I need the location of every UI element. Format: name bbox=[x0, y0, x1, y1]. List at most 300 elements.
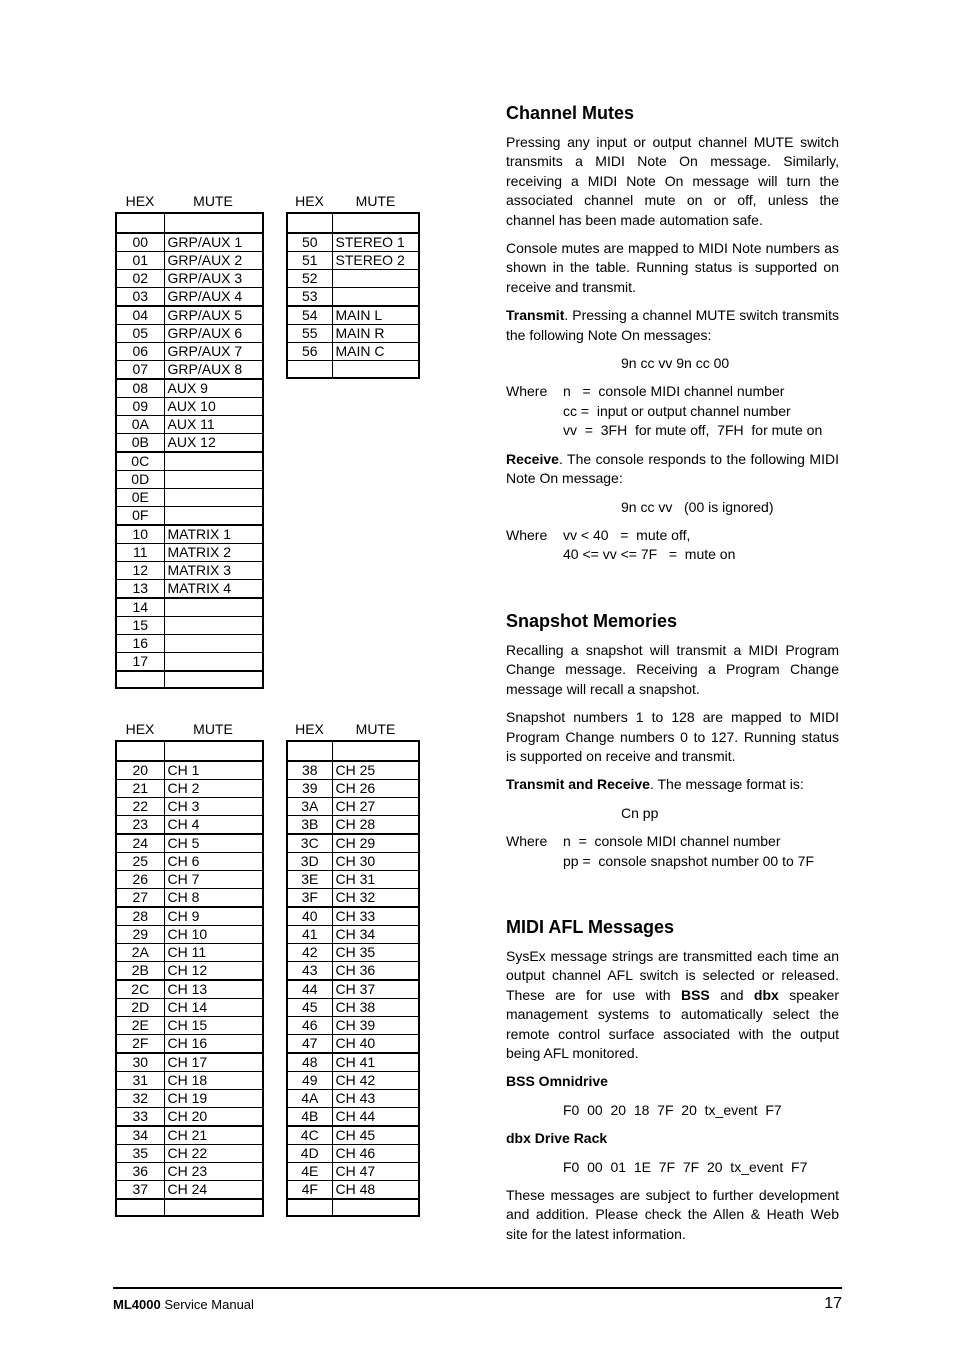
hex-cell: 47 bbox=[287, 1035, 332, 1054]
hex-header: HEX bbox=[125, 721, 155, 737]
mute-name-cell: STEREO 2 bbox=[332, 252, 419, 270]
hex-cell: 3D bbox=[287, 853, 332, 871]
hex-cell: 45 bbox=[287, 999, 332, 1017]
table-row bbox=[287, 325, 419, 343]
paragraph: Snapshot numbers 1 to 128 are mapped to MIDI Program Change numbers 0 to 127. Running status is supported on receive and transmit. bbox=[506, 709, 839, 765]
mute-name-cell: CH 26 bbox=[332, 780, 419, 798]
table-row bbox=[287, 889, 419, 908]
mute-name-cell: MAIN C bbox=[332, 343, 419, 361]
hex-cell bbox=[287, 213, 332, 233]
receive-paragraph: Receive. The console responds to the following MIDI Note On message: bbox=[506, 450, 839, 487]
hex-cell: 42 bbox=[287, 944, 332, 962]
table-row bbox=[116, 434, 263, 453]
table-row bbox=[287, 907, 419, 926]
transmit-receive-paragraph: Transmit and Receive. The message format is: bbox=[506, 776, 804, 793]
mute-name-cell: CH 28 bbox=[332, 816, 419, 835]
mute-table-channels-1-24 bbox=[115, 740, 264, 1217]
mute-name-cell: CH 10 bbox=[164, 926, 263, 944]
table-row bbox=[116, 889, 263, 908]
table-row bbox=[116, 233, 263, 252]
table-row bbox=[287, 871, 419, 889]
table-row bbox=[287, 761, 419, 780]
paragraph: Recalling a snapshot will transmit a MIDI Program Change message. Receiving a Program Change message will recall a snapshot. bbox=[506, 642, 839, 697]
table-row bbox=[116, 379, 263, 398]
hex-cell: 4D bbox=[287, 1145, 332, 1163]
hex-cell: 01 bbox=[116, 252, 164, 270]
mute-name-cell: CH 16 bbox=[164, 1035, 263, 1054]
hex-cell: 13 bbox=[116, 580, 164, 599]
mute-name-cell bbox=[164, 598, 263, 617]
table-row bbox=[116, 343, 263, 361]
table-row bbox=[116, 871, 263, 889]
table-row bbox=[287, 741, 419, 761]
hex-header: HEX bbox=[125, 193, 155, 209]
table-row bbox=[287, 343, 419, 361]
mute-name-cell: MATRIX 2 bbox=[164, 544, 263, 562]
section-title: MIDI AFL Messages bbox=[506, 917, 675, 937]
mute-name-cell bbox=[164, 452, 263, 471]
hex-cell: 26 bbox=[116, 871, 164, 889]
mute-name-cell: CH 18 bbox=[164, 1072, 263, 1090]
mute-name-cell: CH 1 bbox=[164, 761, 263, 780]
table-row bbox=[116, 617, 263, 635]
hex-cell: 3F bbox=[287, 889, 332, 908]
bss-title: BSS Omnidrive bbox=[506, 1073, 608, 1090]
table-row bbox=[116, 580, 263, 599]
hex-cell bbox=[116, 1199, 164, 1216]
table-row bbox=[287, 853, 419, 871]
hex-cell: 3E bbox=[287, 871, 332, 889]
hex-cell: 22 bbox=[116, 798, 164, 816]
table-row bbox=[116, 816, 263, 835]
page-number: 17 bbox=[824, 1295, 842, 1312]
table-row bbox=[116, 671, 263, 688]
mute-name-cell: CH 39 bbox=[332, 1017, 419, 1035]
hex-cell: 34 bbox=[116, 1126, 164, 1145]
mute-name-cell: GRP/AUX 7 bbox=[164, 343, 263, 361]
hex-cell: 53 bbox=[287, 288, 332, 307]
hex-cell: 4E bbox=[287, 1163, 332, 1181]
hex-cell: 2E bbox=[116, 1017, 164, 1035]
mute-header: MUTE bbox=[193, 721, 233, 737]
hex-cell bbox=[116, 213, 164, 233]
hex-cell: 03 bbox=[116, 288, 164, 307]
mute-name-cell: MATRIX 1 bbox=[164, 525, 263, 544]
mute-name-cell bbox=[332, 288, 419, 307]
table-row bbox=[287, 252, 419, 270]
hex-cell: 23 bbox=[116, 816, 164, 835]
mute-name-cell: MAIN L bbox=[332, 306, 419, 325]
mute-name-cell: CH 3 bbox=[164, 798, 263, 816]
mute-name-cell: CH 32 bbox=[332, 889, 419, 908]
mute-name-cell: CH 6 bbox=[164, 853, 263, 871]
mute-name-cell: CH 45 bbox=[332, 1126, 419, 1145]
mute-name-cell bbox=[164, 653, 263, 672]
receive-label: Receive bbox=[506, 450, 559, 467]
table-row bbox=[287, 1090, 419, 1108]
mute-name-cell: AUX 11 bbox=[164, 416, 263, 434]
hex-cell: 38 bbox=[287, 761, 332, 780]
table-row bbox=[287, 944, 419, 962]
hex-cell: 29 bbox=[116, 926, 164, 944]
hex-cell: 2F bbox=[116, 1035, 164, 1054]
table-row bbox=[116, 1035, 263, 1054]
table-row bbox=[287, 270, 419, 288]
hex-cell bbox=[116, 671, 164, 688]
mute-name-cell: GRP/AUX 5 bbox=[164, 306, 263, 325]
table-row bbox=[287, 980, 419, 999]
hex-cell: 52 bbox=[287, 270, 332, 288]
mute-table-channels-25-48 bbox=[286, 740, 420, 1217]
table-row bbox=[287, 1017, 419, 1035]
hex-cell: 12 bbox=[116, 562, 164, 580]
table-row bbox=[287, 926, 419, 944]
receive-code: 9n cc vv (00 is ignored) bbox=[621, 498, 774, 515]
table-row bbox=[116, 325, 263, 343]
mute-name-cell: CH 47 bbox=[332, 1163, 419, 1181]
table-row bbox=[287, 306, 419, 325]
hex-cell: 00 bbox=[116, 233, 164, 252]
mute-name-cell: GRP/AUX 2 bbox=[164, 252, 263, 270]
section-title: Snapshot Memories bbox=[506, 611, 678, 631]
mute-name-cell: MATRIX 4 bbox=[164, 580, 263, 599]
mute-name-cell: CH 14 bbox=[164, 999, 263, 1017]
mute-name-cell: CH 38 bbox=[332, 999, 419, 1017]
mute-name-cell: MATRIX 3 bbox=[164, 562, 263, 580]
mute-name-cell: CH 4 bbox=[164, 816, 263, 835]
table-row bbox=[287, 1181, 419, 1200]
table-row bbox=[116, 416, 263, 434]
table-row bbox=[116, 288, 263, 307]
hex-header: HEX bbox=[295, 193, 324, 209]
mute-name-cell: GRP/AUX 6 bbox=[164, 325, 263, 343]
table-row bbox=[116, 270, 263, 288]
paragraph: Console mutes are mapped to MIDI Note numbers as shown in the table. Running status is supported on receive and transmit. bbox=[506, 240, 839, 295]
table-row bbox=[116, 798, 263, 816]
table-header-2 bbox=[286, 192, 420, 210]
table-row bbox=[116, 361, 263, 380]
mute-name-cell bbox=[332, 741, 419, 761]
mute-name-cell: CH 17 bbox=[164, 1053, 263, 1072]
mute-name-cell: CH 35 bbox=[332, 944, 419, 962]
hex-cell: 02 bbox=[116, 270, 164, 288]
mute-name-cell: CH 36 bbox=[332, 962, 419, 981]
table-row bbox=[116, 252, 263, 270]
hex-cell: 55 bbox=[287, 325, 332, 343]
table-row bbox=[116, 1072, 263, 1090]
hex-cell: 04 bbox=[116, 306, 164, 325]
hex-cell: 49 bbox=[287, 1072, 332, 1090]
hex-cell: 3A bbox=[287, 798, 332, 816]
table-row bbox=[116, 834, 263, 853]
hex-cell bbox=[287, 1199, 332, 1216]
hex-cell: 41 bbox=[287, 926, 332, 944]
table-row bbox=[287, 780, 419, 798]
snapshot-memories-section bbox=[506, 610, 839, 871]
table-row bbox=[287, 1053, 419, 1072]
table-row bbox=[116, 1017, 263, 1035]
mute-name-cell bbox=[164, 213, 263, 233]
hex-cell: 09 bbox=[116, 398, 164, 416]
hex-cell: 43 bbox=[287, 962, 332, 981]
table-row bbox=[116, 1090, 263, 1108]
mute-header: MUTE bbox=[355, 721, 396, 737]
table-row bbox=[116, 999, 263, 1017]
hex-cell: 24 bbox=[116, 834, 164, 853]
hex-cell: 20 bbox=[116, 761, 164, 780]
hex-cell: 05 bbox=[116, 325, 164, 343]
table-row bbox=[116, 944, 263, 962]
hex-cell: 2A bbox=[116, 944, 164, 962]
mute-name-cell: CH 12 bbox=[164, 962, 263, 981]
transmit-paragraph: Transmit. Pressing a channel MUTE switch transmits the following Note On messages: bbox=[506, 307, 839, 343]
table-row bbox=[287, 834, 419, 853]
paragraph: SysEx message strings are transmitted each time an output channel AFL switch is selected or released. These are for use with BSS and dbx speaker management systems to automatically select the remote control surface associated with the output being AFL monitored. bbox=[506, 948, 840, 1062]
hex-cell: 4B bbox=[287, 1108, 332, 1127]
mute-header: MUTE bbox=[355, 193, 396, 209]
table-row bbox=[116, 306, 263, 325]
table-row bbox=[116, 780, 263, 798]
mute-name-cell: CH 37 bbox=[332, 980, 419, 999]
table-row bbox=[287, 1163, 419, 1181]
mute-name-cell: MAIN R bbox=[332, 325, 419, 343]
mute-name-cell bbox=[164, 1199, 263, 1216]
hex-cell: 25 bbox=[116, 853, 164, 871]
mute-name-cell: CH 43 bbox=[332, 1090, 419, 1108]
table-row bbox=[116, 761, 263, 780]
table-row bbox=[116, 1126, 263, 1145]
table-row bbox=[287, 1126, 419, 1145]
table-row bbox=[116, 853, 263, 871]
hex-cell: 30 bbox=[116, 1053, 164, 1072]
snapshot-code: Cn pp bbox=[621, 804, 659, 821]
mute-name-cell bbox=[332, 1199, 419, 1216]
hex-cell: 17 bbox=[116, 653, 164, 672]
hex-cell: 54 bbox=[287, 306, 332, 325]
table-row bbox=[116, 1053, 263, 1072]
hex-cell: 36 bbox=[116, 1163, 164, 1181]
table-row bbox=[116, 635, 263, 653]
mute-name-cell: CH 42 bbox=[332, 1072, 419, 1090]
mute-name-cell: CH 19 bbox=[164, 1090, 263, 1108]
table-row bbox=[116, 213, 263, 233]
hex-cell: 46 bbox=[287, 1017, 332, 1035]
table-row bbox=[287, 361, 419, 378]
mute-name-cell bbox=[164, 635, 263, 653]
mute-name-cell: GRP/AUX 1 bbox=[164, 233, 263, 252]
table-row bbox=[116, 980, 263, 999]
mute-name-cell: AUX 12 bbox=[164, 434, 263, 453]
mute-name-cell: CH 9 bbox=[164, 907, 263, 926]
hex-cell: 27 bbox=[116, 889, 164, 908]
hex-cell: 2D bbox=[116, 999, 164, 1017]
table-row bbox=[287, 816, 419, 835]
mute-name-cell: CH 20 bbox=[164, 1108, 263, 1127]
table-row bbox=[116, 507, 263, 526]
table-header-1 bbox=[115, 192, 265, 210]
mute-name-cell bbox=[332, 213, 419, 233]
table-row bbox=[116, 653, 263, 672]
table-row bbox=[287, 1108, 419, 1127]
mute-name-cell bbox=[164, 489, 263, 507]
footer-divider bbox=[113, 1287, 842, 1289]
hex-cell: 44 bbox=[287, 980, 332, 999]
hex-cell: 21 bbox=[116, 780, 164, 798]
channel-mutes-section bbox=[506, 102, 839, 565]
mute-name-cell: CH 15 bbox=[164, 1017, 263, 1035]
mute-name-cell: CH 48 bbox=[332, 1181, 419, 1200]
hex-cell: 0A bbox=[116, 416, 164, 434]
transmit-code: 9n cc vv 9n cc 00 bbox=[621, 355, 730, 372]
table-row bbox=[116, 741, 263, 761]
where-block: Where vv < 40 = mute off, 40 <= vv <= 7F = mute on bbox=[506, 526, 736, 563]
mute-name-cell bbox=[164, 471, 263, 489]
mute-name-cell: CH 21 bbox=[164, 1126, 263, 1145]
table-row bbox=[116, 1163, 263, 1181]
mute-name-cell: CH 5 bbox=[164, 834, 263, 853]
mute-name-cell: CH 41 bbox=[332, 1053, 419, 1072]
table-row bbox=[116, 544, 263, 562]
mute-name-cell: CH 13 bbox=[164, 980, 263, 999]
table-row bbox=[287, 213, 419, 233]
hex-cell: 48 bbox=[287, 1053, 332, 1072]
mute-name-cell bbox=[164, 507, 263, 526]
table-row bbox=[287, 962, 419, 981]
table-header-4 bbox=[286, 720, 420, 738]
hex-cell: 33 bbox=[116, 1108, 164, 1127]
table-row bbox=[287, 1035, 419, 1054]
bss-code: F0 00 20 18 7F 20 tx_event F7 bbox=[563, 1101, 782, 1118]
hex-cell bbox=[287, 741, 332, 761]
dbx-code: F0 00 01 1E 7F 7F 20 tx_event F7 bbox=[563, 1158, 808, 1175]
mute-table-mains bbox=[286, 212, 420, 379]
where-block: Where n = console MIDI channel number pp = console snapshot number 00 to 7F bbox=[506, 833, 814, 869]
mute-name-cell: CH 31 bbox=[332, 871, 419, 889]
hex-cell: 08 bbox=[116, 379, 164, 398]
table-row bbox=[116, 907, 263, 926]
table-row bbox=[287, 999, 419, 1017]
hex-cell: 0F bbox=[116, 507, 164, 526]
table-row bbox=[287, 288, 419, 307]
where-block: Where n = console MIDI channel number cc = input or output channel number vv = 3FH for mute off, 7FH for mute on bbox=[506, 383, 823, 439]
table-row bbox=[116, 562, 263, 580]
mute-name-cell bbox=[164, 671, 263, 688]
mute-name-cell bbox=[332, 361, 419, 378]
mute-name-cell: CH 29 bbox=[332, 834, 419, 853]
hex-cell: 51 bbox=[287, 252, 332, 270]
table-row bbox=[116, 398, 263, 416]
table-row bbox=[287, 798, 419, 816]
mute-name-cell: CH 44 bbox=[332, 1108, 419, 1127]
midi-afl-section bbox=[506, 916, 839, 1244]
hex-cell: 16 bbox=[116, 635, 164, 653]
paragraph: Pressing any input or output channel MUTE switch transmits a MIDI Note On message. Similarly, receiving a MIDI Note On message will turn the associated channel mute on or off, unless the channel has been made automation safe. bbox=[506, 134, 839, 228]
mute-name-cell: CH 46 bbox=[332, 1145, 419, 1163]
hex-cell: 2B bbox=[116, 962, 164, 981]
transmit-label: Transmit bbox=[506, 307, 565, 324]
hex-cell: 07 bbox=[116, 361, 164, 380]
mute-name-cell bbox=[332, 270, 419, 288]
mute-name-cell: CH 30 bbox=[332, 853, 419, 871]
table-row bbox=[116, 452, 263, 471]
mute-name-cell: STEREO 1 bbox=[332, 233, 419, 252]
mute-name-cell: CH 8 bbox=[164, 889, 263, 908]
mute-name-cell bbox=[164, 617, 263, 635]
mute-table-outputs bbox=[115, 212, 264, 689]
hex-cell: 0D bbox=[116, 471, 164, 489]
paragraph: These messages are subject to further development and addition. Please check the Allen & Heath Web site for the latest information. bbox=[506, 1187, 839, 1242]
table-row bbox=[287, 1072, 419, 1090]
mute-name-cell: CH 23 bbox=[164, 1163, 263, 1181]
mute-name-cell: CH 22 bbox=[164, 1145, 263, 1163]
hex-cell: 28 bbox=[116, 907, 164, 926]
hex-cell: 14 bbox=[116, 598, 164, 617]
hex-cell: 10 bbox=[116, 525, 164, 544]
mute-name-cell: CH 25 bbox=[332, 761, 419, 780]
hex-cell: 4A bbox=[287, 1090, 332, 1108]
mute-name-cell: GRP/AUX 4 bbox=[164, 288, 263, 307]
table-row bbox=[116, 1108, 263, 1127]
table-row bbox=[116, 1181, 263, 1200]
mute-name-cell: CH 2 bbox=[164, 780, 263, 798]
hex-cell: 39 bbox=[287, 780, 332, 798]
hex-cell: 4C bbox=[287, 1126, 332, 1145]
mute-name-cell: CH 24 bbox=[164, 1181, 263, 1200]
hex-cell bbox=[287, 361, 332, 378]
mute-name-cell: AUX 9 bbox=[164, 379, 263, 398]
table-row bbox=[287, 233, 419, 252]
hex-cell: 37 bbox=[116, 1181, 164, 1200]
mute-name-cell bbox=[164, 741, 263, 761]
hex-cell: 15 bbox=[116, 617, 164, 635]
table-header-3 bbox=[115, 720, 265, 738]
table-row bbox=[116, 471, 263, 489]
mute-header: MUTE bbox=[193, 193, 233, 209]
hex-cell: 4F bbox=[287, 1181, 332, 1200]
table-row bbox=[116, 489, 263, 507]
hex-cell: 35 bbox=[116, 1145, 164, 1163]
table-row bbox=[287, 1145, 419, 1163]
table-row bbox=[116, 962, 263, 981]
hex-cell: 32 bbox=[116, 1090, 164, 1108]
hex-cell: 2C bbox=[116, 980, 164, 999]
mute-name-cell: GRP/AUX 8 bbox=[164, 361, 263, 380]
table-row bbox=[116, 926, 263, 944]
table-row bbox=[116, 1199, 263, 1216]
table-row bbox=[287, 1199, 419, 1216]
table-row bbox=[116, 598, 263, 617]
hex-cell: 50 bbox=[287, 233, 332, 252]
hex-cell: 3C bbox=[287, 834, 332, 853]
dbx-title: dbx Drive Rack bbox=[506, 1130, 608, 1147]
footer-title: ML4000 Service Manual bbox=[113, 1297, 254, 1312]
hex-cell: 3B bbox=[287, 816, 332, 835]
table-row bbox=[116, 1145, 263, 1163]
hex-cell: 06 bbox=[116, 343, 164, 361]
mute-name-cell: CH 34 bbox=[332, 926, 419, 944]
table-row bbox=[116, 525, 263, 544]
section-title: Channel Mutes bbox=[506, 103, 635, 123]
hex-cell: 56 bbox=[287, 343, 332, 361]
mute-name-cell: CH 33 bbox=[332, 907, 419, 926]
hex-cell bbox=[116, 741, 164, 761]
hex-cell: 11 bbox=[116, 544, 164, 562]
hex-header: HEX bbox=[295, 721, 324, 737]
hex-cell: 31 bbox=[116, 1072, 164, 1090]
hex-cell: 0E bbox=[116, 489, 164, 507]
mute-name-cell: CH 7 bbox=[164, 871, 263, 889]
hex-cell: 40 bbox=[287, 907, 332, 926]
